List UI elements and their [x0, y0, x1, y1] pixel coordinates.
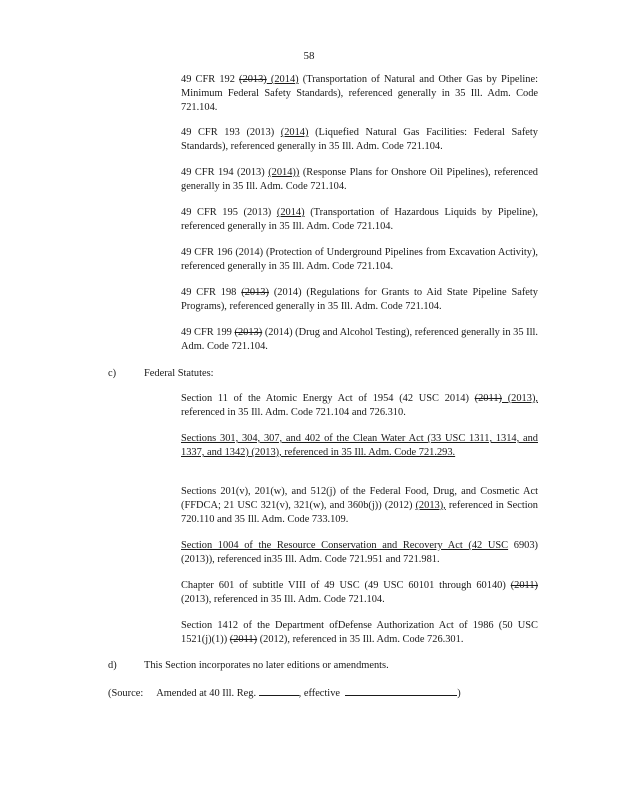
source-amended: Amended at 40 Ill. Reg. [156, 688, 257, 699]
statute-defense-authorization-act: Section 1412 of the Department ofDefense Authorization Act of 1986 (50 USC 1521(j)(1)) (2011) (2012), referenced in 35 Ill. Adm. Code 726.301. [181, 620, 538, 645]
cfr-entry-194: 49 CFR 194 (2013) (2014)) (Response Plans for Onshore Oil Pipelines), referenced generally in 35 Ill. Adm. Code 721.104. [181, 167, 538, 192]
statute-rcra: Section 1004 of the Resource Conservation and Recovery Act (42 USC 6903) (2013)), referenced in35 Ill. Adm. Code 721.951 and 721.981. [181, 540, 538, 565]
section-d-label: d) [108, 660, 117, 671]
effective-date-blank [345, 685, 457, 696]
source-effective: , effective [298, 688, 341, 699]
statute-49-usc-601: Chapter 601 of subtitle VIII of 49 USC (49 USC 60101 through 60140) (2011) (2013), referenced in 35 Ill. Adm. Code 721.104. [181, 580, 538, 605]
source-open: (Source: [108, 688, 144, 699]
source-close: ) [457, 688, 461, 699]
section-c-title: Federal Statutes: [144, 368, 214, 379]
section-c-label: c) [108, 368, 117, 379]
cfr-entry-196: 49 CFR 196 (2014) (Protection of Underground Pipelines from Excavation Activity), referenced generally in 35 Ill. Adm. Code 721.104. [181, 247, 538, 272]
page-number: 58 [303, 50, 315, 62]
statute-clean-water-act: Sections 301, 304, 307, and 402 of the Clean Water Act (33 USC 1311, 1314, and 1337, and 1342) (2013), referenced in 35 Ill. Adm. Code 721.293. [181, 433, 538, 458]
source-note [108, 685, 461, 701]
statute-ffdca: Sections 201(v), 201(w), and 512(j) of the Federal Food, Drug, and Cosmetic Act (FFDCA; 21 USC 321(v), 321(w), and 360b(j)) (2012) (2013), referenced in Section 720.110 and 35 Ill. Adm. Code 733.109. [181, 486, 538, 525]
cfr-entry-195: 49 CFR 195 (2013) (2014) (Transportation of Hazardous Liquids by Pipeline), referenced generally in 35 Ill. Adm. Code 721.104. [181, 207, 538, 232]
cfr-entry-193: 49 CFR 193 (2013) (2014) (Liquefied Natural Gas Facilities: Federal Safety Standards), referenced generally in 35 Ill. Adm. Code 721.104. [181, 127, 538, 152]
cfr-entry-199: 49 CFR 199 (2013) (2014) (Drug and Alcohol Testing), referenced generally in 35 Ill. Adm. Code 721.104. [181, 327, 538, 352]
statute-atomic-energy-act: Section 11 of the Atomic Energy Act of 1954 (42 USC 2014) (2011) (2013), referenced in 35 Ill. Adm. Code 721.104 and 726.310. [181, 393, 538, 418]
section-d-text: This Section incorporates no later editions or amendments. [144, 660, 389, 671]
cfr-entry-192: 49 CFR 192 (2013) (2014) (Transportation of Natural and Other Gas by Pipeline: Minimum Federal Safety Standards), referenced generally in 35 Ill. Adm. Code 721.104. [181, 74, 538, 113]
register-page-blank [259, 685, 299, 696]
cfr-entry-198: 49 CFR 198 (2013) (2014) (Regulations for Grants to Aid State Pipeline Safety Programs), referenced generally in 35 Ill. Adm. Code 721.104. [181, 287, 538, 312]
